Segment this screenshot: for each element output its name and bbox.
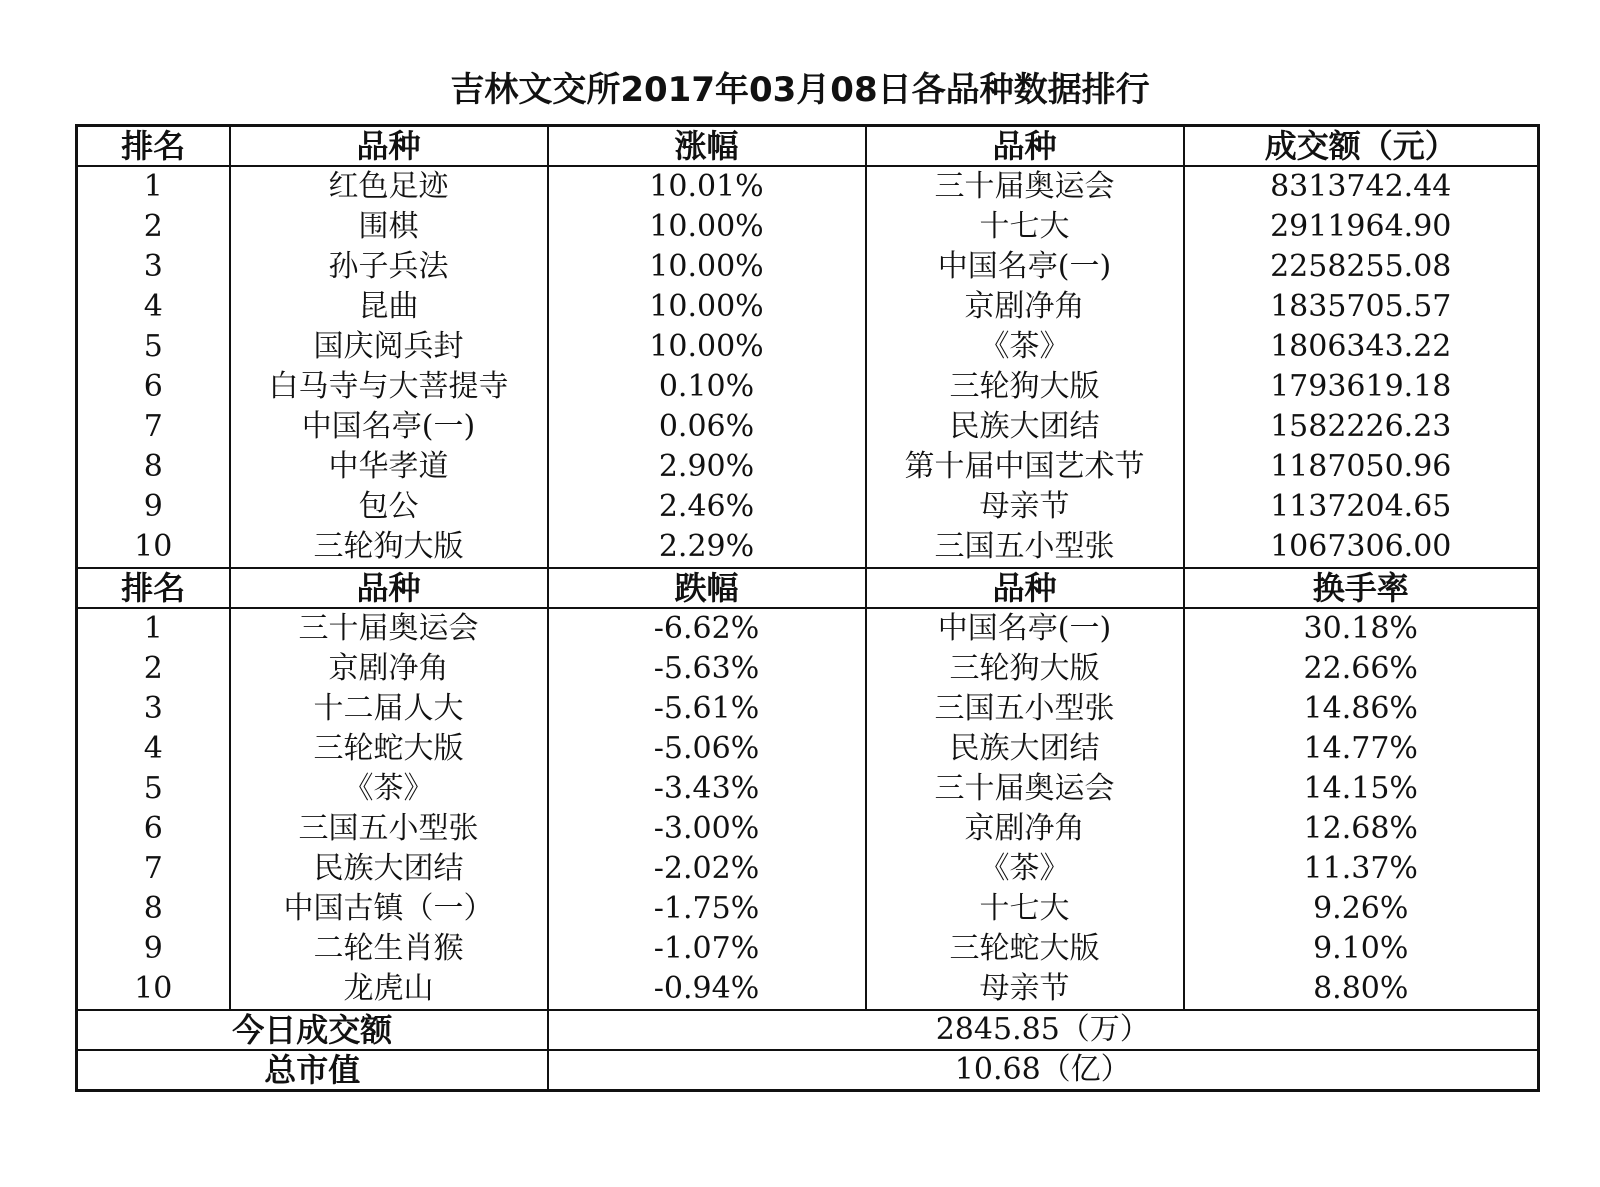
cell-variety-by-turnover: 中国名亭(一) (866, 247, 1184, 287)
cell-variety-by-turnover-rate: 中国名亭(一) (866, 608, 1184, 649)
cell-rise: 0.10% (548, 367, 866, 407)
cell-variety-by-turnover: 三十届奥运会 (866, 166, 1184, 207)
column-header-rank: 排名 (77, 126, 230, 167)
cell-rank: 9 (77, 487, 230, 527)
header-row (77, 568, 1539, 608)
cell-rank: 9 (77, 929, 230, 969)
cell-turnover: 1137204.65 (1184, 487, 1539, 527)
cell-rank: 3 (77, 689, 230, 729)
cell-variety: 中国名亭(一) (230, 407, 548, 447)
column-header-variety-by-turnover: 品种 (866, 126, 1184, 167)
cell-fall: -3.00% (548, 809, 866, 849)
column-header-fall: 跌幅 (548, 568, 866, 608)
cell-rank: 4 (77, 287, 230, 327)
cell-turnover-rate: 8.80% (1184, 969, 1539, 1010)
cell-rank: 8 (77, 889, 230, 929)
cell-variety: 国庆阅兵封 (230, 327, 548, 367)
cell-turnover: 1582226.23 (1184, 407, 1539, 447)
column-header-variety: 品种 (230, 126, 548, 167)
table-row (77, 447, 1539, 487)
cell-rank: 5 (77, 327, 230, 367)
cell-rise: 10.01% (548, 166, 866, 207)
cell-fall: -5.06% (548, 729, 866, 769)
cell-rise: 10.00% (548, 327, 866, 367)
cell-fall: -0.94% (548, 969, 866, 1010)
table-row (77, 849, 1539, 889)
cell-fall: -6.62% (548, 608, 866, 649)
cell-turnover-rate: 14.86% (1184, 689, 1539, 729)
today-turnover-label: 今日成交额 (77, 1010, 548, 1050)
header-row (77, 126, 1539, 167)
summary-section (77, 1010, 1539, 1091)
table-row (77, 527, 1539, 568)
cell-variety: 红色足迹 (230, 166, 548, 207)
market-cap-value: 10.68（亿） (548, 1050, 1539, 1091)
cell-variety-by-turnover-rate: 三十届奥运会 (866, 769, 1184, 809)
cell-turnover-rate: 11.37% (1184, 849, 1539, 889)
cell-rank: 7 (77, 849, 230, 889)
table-row (77, 247, 1539, 287)
cell-variety: 三十届奥运会 (230, 608, 548, 649)
cell-variety-by-turnover-rate: 三国五小型张 (866, 689, 1184, 729)
cell-rank: 10 (77, 527, 230, 568)
cell-fall: -1.75% (548, 889, 866, 929)
cell-rise: 10.00% (548, 287, 866, 327)
cell-variety: 三轮蛇大版 (230, 729, 548, 769)
cell-variety: 中国古镇（一） (230, 889, 548, 929)
cell-turnover: 2911964.90 (1184, 207, 1539, 247)
cell-variety-by-turnover-rate: 三轮狗大版 (866, 649, 1184, 689)
rise-and-turnover-section (77, 126, 1539, 569)
table-row (77, 327, 1539, 367)
cell-variety: 龙虎山 (230, 969, 548, 1010)
cell-rise: 2.90% (548, 447, 866, 487)
table-row (77, 207, 1539, 247)
cell-variety: 围棋 (230, 207, 548, 247)
table-row (77, 809, 1539, 849)
cell-variety: 十二届人大 (230, 689, 548, 729)
cell-turnover: 8313742.44 (1184, 166, 1539, 207)
cell-rank: 2 (77, 649, 230, 689)
table-row (77, 487, 1539, 527)
cell-rank: 5 (77, 769, 230, 809)
table-row (77, 889, 1539, 929)
cell-rise: 2.46% (548, 487, 866, 527)
cell-turnover-rate: 30.18% (1184, 608, 1539, 649)
cell-variety-by-turnover: 京剧净角 (866, 287, 1184, 327)
cell-turnover: 1793619.18 (1184, 367, 1539, 407)
cell-rank: 10 (77, 969, 230, 1010)
today-turnover-row (77, 1010, 1539, 1050)
column-header-rank: 排名 (77, 568, 230, 608)
cell-variety-by-turnover: 母亲节 (866, 487, 1184, 527)
cell-rank: 6 (77, 809, 230, 849)
market-cap-row (77, 1050, 1539, 1091)
table-row (77, 287, 1539, 327)
cell-fall: -1.07% (548, 929, 866, 969)
cell-variety-by-turnover-rate: 三轮蛇大版 (866, 929, 1184, 969)
cell-fall: -2.02% (548, 849, 866, 889)
cell-rank: 1 (77, 166, 230, 207)
fall-and-turnover-rate-section (77, 568, 1539, 1010)
cell-variety: 孙子兵法 (230, 247, 548, 287)
cell-turnover: 1187050.96 (1184, 447, 1539, 487)
cell-variety: 昆曲 (230, 287, 548, 327)
table-row (77, 729, 1539, 769)
column-header-turnover: 成交额（元） (1184, 126, 1539, 167)
cell-rank: 3 (77, 247, 230, 287)
cell-turnover-rate: 14.77% (1184, 729, 1539, 769)
table-row (77, 929, 1539, 969)
cell-variety: 民族大团结 (230, 849, 548, 889)
cell-variety-by-turnover: 《茶》 (866, 327, 1184, 367)
column-header-rise: 涨幅 (548, 126, 866, 167)
cell-rise: 2.29% (548, 527, 866, 568)
cell-turnover: 1806343.22 (1184, 327, 1539, 367)
table-row (77, 367, 1539, 407)
table-row (77, 608, 1539, 649)
cell-turnover-rate: 12.68% (1184, 809, 1539, 849)
cell-variety-by-turnover-rate: 民族大团结 (866, 729, 1184, 769)
cell-variety: 二轮生肖猴 (230, 929, 548, 969)
page-title: 吉林文交所2017年03月08日各品种数据排行 (450, 70, 1150, 110)
cell-rise: 0.06% (548, 407, 866, 447)
cell-variety-by-turnover: 第十届中国艺术节 (866, 447, 1184, 487)
cell-rank: 1 (77, 608, 230, 649)
cell-fall: -5.61% (548, 689, 866, 729)
cell-variety-by-turnover: 三国五小型张 (866, 527, 1184, 568)
ranking-table (75, 124, 1540, 1092)
table-row (77, 407, 1539, 447)
cell-rise: 10.00% (548, 247, 866, 287)
cell-variety-by-turnover: 三轮狗大版 (866, 367, 1184, 407)
cell-fall: -5.63% (548, 649, 866, 689)
cell-variety: 包公 (230, 487, 548, 527)
table-row (77, 689, 1539, 729)
cell-rank: 7 (77, 407, 230, 447)
cell-rise: 10.00% (548, 207, 866, 247)
cell-variety-by-turnover: 民族大团结 (866, 407, 1184, 447)
cell-rank: 2 (77, 207, 230, 247)
cell-turnover: 2258255.08 (1184, 247, 1539, 287)
table-row (77, 969, 1539, 1010)
cell-variety: 三轮狗大版 (230, 527, 548, 568)
cell-rank: 6 (77, 367, 230, 407)
cell-turnover-rate: 9.10% (1184, 929, 1539, 969)
cell-turnover-rate: 22.66% (1184, 649, 1539, 689)
cell-variety: 三国五小型张 (230, 809, 548, 849)
cell-variety: 白马寺与大菩提寺 (230, 367, 548, 407)
cell-variety: 《茶》 (230, 769, 548, 809)
table-row (77, 166, 1539, 207)
column-header-variety: 品种 (230, 568, 548, 608)
today-turnover-value: 2845.85（万） (548, 1010, 1539, 1050)
cell-turnover: 1067306.00 (1184, 527, 1539, 568)
cell-rank: 4 (77, 729, 230, 769)
cell-variety: 中华孝道 (230, 447, 548, 487)
cell-fall: -3.43% (548, 769, 866, 809)
cell-turnover-rate: 14.15% (1184, 769, 1539, 809)
cell-variety-by-turnover: 十七大 (866, 207, 1184, 247)
column-header-turnover-rate: 换手率 (1184, 568, 1539, 608)
table-row (77, 769, 1539, 809)
cell-variety-by-turnover-rate: 母亲节 (866, 969, 1184, 1010)
cell-variety-by-turnover-rate: 京剧净角 (866, 809, 1184, 849)
cell-variety-by-turnover-rate: 十七大 (866, 889, 1184, 929)
cell-rank: 8 (77, 447, 230, 487)
column-header-variety-by-turnover-rate: 品种 (866, 568, 1184, 608)
table-row (77, 649, 1539, 689)
cell-turnover: 1835705.57 (1184, 287, 1539, 327)
market-cap-label: 总市值 (77, 1050, 548, 1091)
cell-turnover-rate: 9.26% (1184, 889, 1539, 929)
cell-variety-by-turnover-rate: 《茶》 (866, 849, 1184, 889)
cell-variety: 京剧净角 (230, 649, 548, 689)
